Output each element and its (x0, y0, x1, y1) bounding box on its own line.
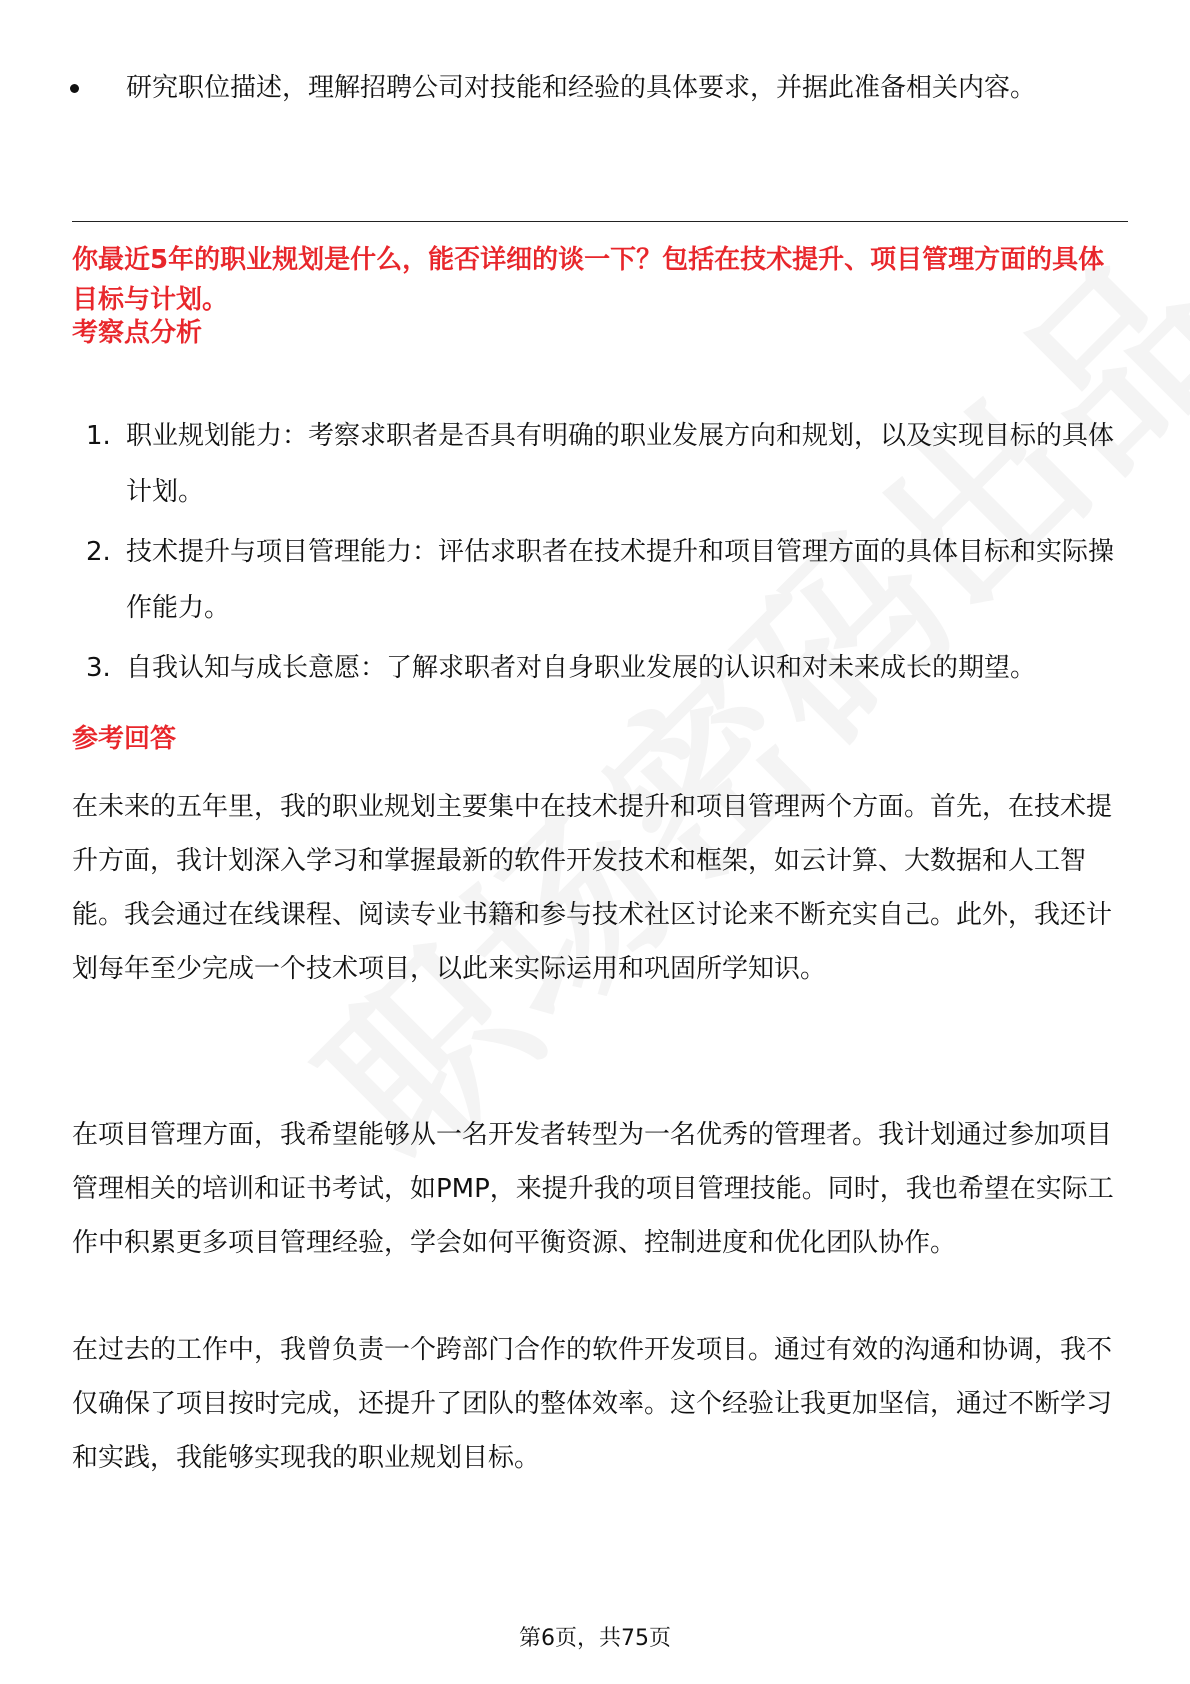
list-item (86, 524, 1126, 636)
section-divider (72, 221, 1128, 222)
list-item-text: 技术提升与项目管理能力：评估求职者在技术提升和项目管理方面的具体目标和实际操作能力。 (126, 537, 1115, 623)
list-item (86, 408, 1126, 520)
list-item-text: 自我认知与成长意愿：了解求职者对自身职业发展的认识和对未来成长的期望。 (126, 653, 1037, 683)
bullet-dot-icon (70, 84, 79, 93)
answer-heading: 参考回答 (72, 724, 177, 754)
answer-paragraph: 在过去的工作中，我曾负责一个跨部门合作的软件开发项目。通过有效的沟通和协调，我不仅确保了项目按时完成，还提升了团队的整体效率。这个经验让我更加坚信，通过不断学习和实践，我能够实现我的职业规划目标。 (72, 1335, 1113, 1473)
top-bullet-item (100, 60, 1100, 116)
list-item-number: 3. (86, 653, 111, 683)
answer-paragraph: 在未来的五年里，我的职业规划主要集中在技术提升和项目管理两个方面。首先，在技术提升方面，我计划深入学习和掌握最新的软件开发技术和框架，如云计算、大数据和人工智能。我会通过在线课程、阅读专业书籍和参与技术社区讨论来不断充实自己。此外，我还计划每年至少完成一个技术项目，以此来实际运用和巩固所学知识。 (72, 792, 1113, 984)
page-footer: 第6页，共75页 (519, 1626, 671, 1651)
list-item-number: 1. (86, 421, 111, 451)
analysis-list (86, 408, 1126, 700)
list-item-number: 2. (86, 537, 111, 567)
top-bullet-text: 研究职位描述，理解招聘公司对技能和经验的具体要求，并据此准备相关内容。 (126, 73, 1037, 103)
list-item-text: 职业规划能力：考察求职者是否具有明确的职业发展方向和规划，以及实现目标的具体计划。 (126, 421, 1115, 507)
question-title: 你最近5年的职业规划是什么，能否详细的谈一下？包括在技术提升、项目管理方面的具体目标与计划。 (72, 245, 1105, 315)
answer-paragraph: 在项目管理方面，我希望能够从一名开发者转型为一名优秀的管理者。我计划通过参加项目管理相关的培训和证书考试，如PMP，来提升我的项目管理技能。同时，我也希望在实际工作中积累更多项目管理经验，学会如何平衡资源、控制进度和优化团队协作。 (72, 1120, 1114, 1258)
analysis-heading: 考察点分析 (72, 318, 203, 348)
list-item (86, 640, 1126, 696)
